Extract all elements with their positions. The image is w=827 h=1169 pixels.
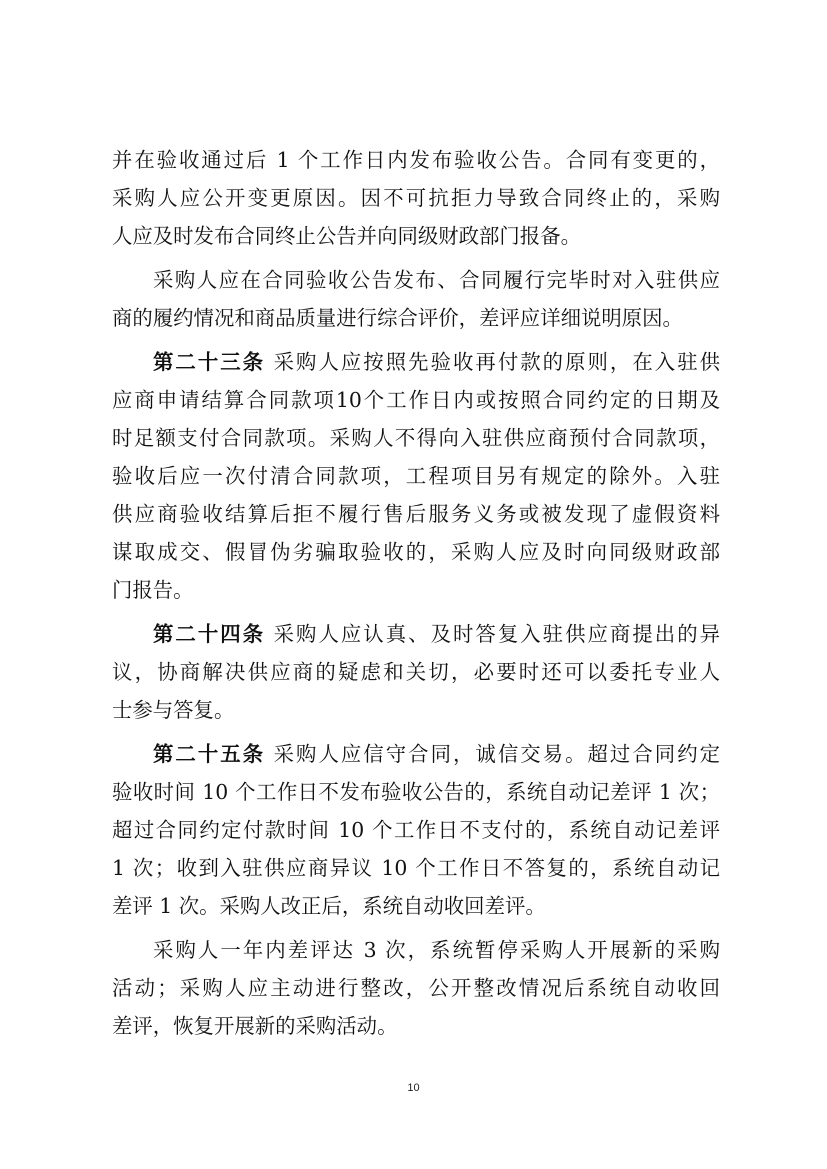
text-line: 超过合同约定付款时间 10 个工作日不支付的，系统自动记差评	[112, 818, 720, 842]
text-line: 差评 1 次。采购人改正后，系统自动收回差评。	[112, 894, 546, 918]
text-line: 验收后应一次付清合同款项，工程项目另有规定的除外。入驻	[112, 464, 720, 488]
text-line: 时足额支付合同款项。采购人不得向入驻供应商预付合同款项，	[112, 426, 720, 450]
text-line: 活动；采购人应主动进行整改，公开整改情况后系统自动收回	[112, 976, 720, 1000]
text-line: 验收时间 10 个工作日不发布验收公告的，系统自动记差评 1 次；	[112, 780, 720, 804]
text-line: 并在验收通过后 1 个工作日内发布验收公告。合同有变更的，	[112, 148, 720, 172]
text-line: 1 次；收到入驻供应商异议 10 个工作日不答复的，系统自动记	[112, 856, 720, 880]
text-line: 采购人应在合同验收公告发布、合同履行完毕时对入驻供应	[153, 268, 720, 292]
text-line: 供应商验收结算后拒不履行售后服务义务或被发现了虚假资料	[112, 502, 720, 526]
text-line: 差评，恢复开展新的采购活动。	[112, 1014, 398, 1038]
text-line: 商的履约情况和商品质量进行综合评价，差评应详细说明原因。	[112, 306, 683, 330]
text-span: 采购人应认真、及时答复入驻供应商提出的异	[265, 622, 720, 646]
text-line: 人应及时发布合同终止公告并向同级财政部门报备。	[112, 224, 581, 248]
text-span: 采购人应按照先验收再付款的原则，在入驻供	[265, 350, 720, 374]
text-line: 士参与答复。	[112, 698, 235, 722]
text-line: 议，协商解决供应商的疑虑和关切，必要时还可以委托专业人	[112, 660, 720, 684]
article-24-first-line	[153, 616, 720, 652]
page-number: 10	[407, 1082, 420, 1094]
article-23-first-line	[153, 344, 720, 380]
text-line: 采购人应公开变更原因。因不可抗拒力导致合同终止的，采购	[112, 186, 720, 210]
article-heading: 第二十五条	[153, 742, 266, 766]
text-line: 应商申请结算合同款项10个工作日内或按照合同约定的日期及	[112, 388, 720, 412]
article-heading: 第二十三条	[153, 350, 266, 374]
text-line: 采购人一年内差评达 3 次，系统暂停采购人开展新的采购	[153, 938, 720, 962]
text-line: 谋取成交、假冒伪劣骗取验收的，采购人应及时向同级财政部	[112, 540, 720, 564]
text-line: 门报告。	[112, 578, 194, 602]
article-heading: 第二十四条	[153, 622, 266, 646]
text-span: 采购人应信守合同，诚信交易。超过合同约定	[265, 742, 720, 766]
article-25-first-line	[153, 736, 720, 772]
